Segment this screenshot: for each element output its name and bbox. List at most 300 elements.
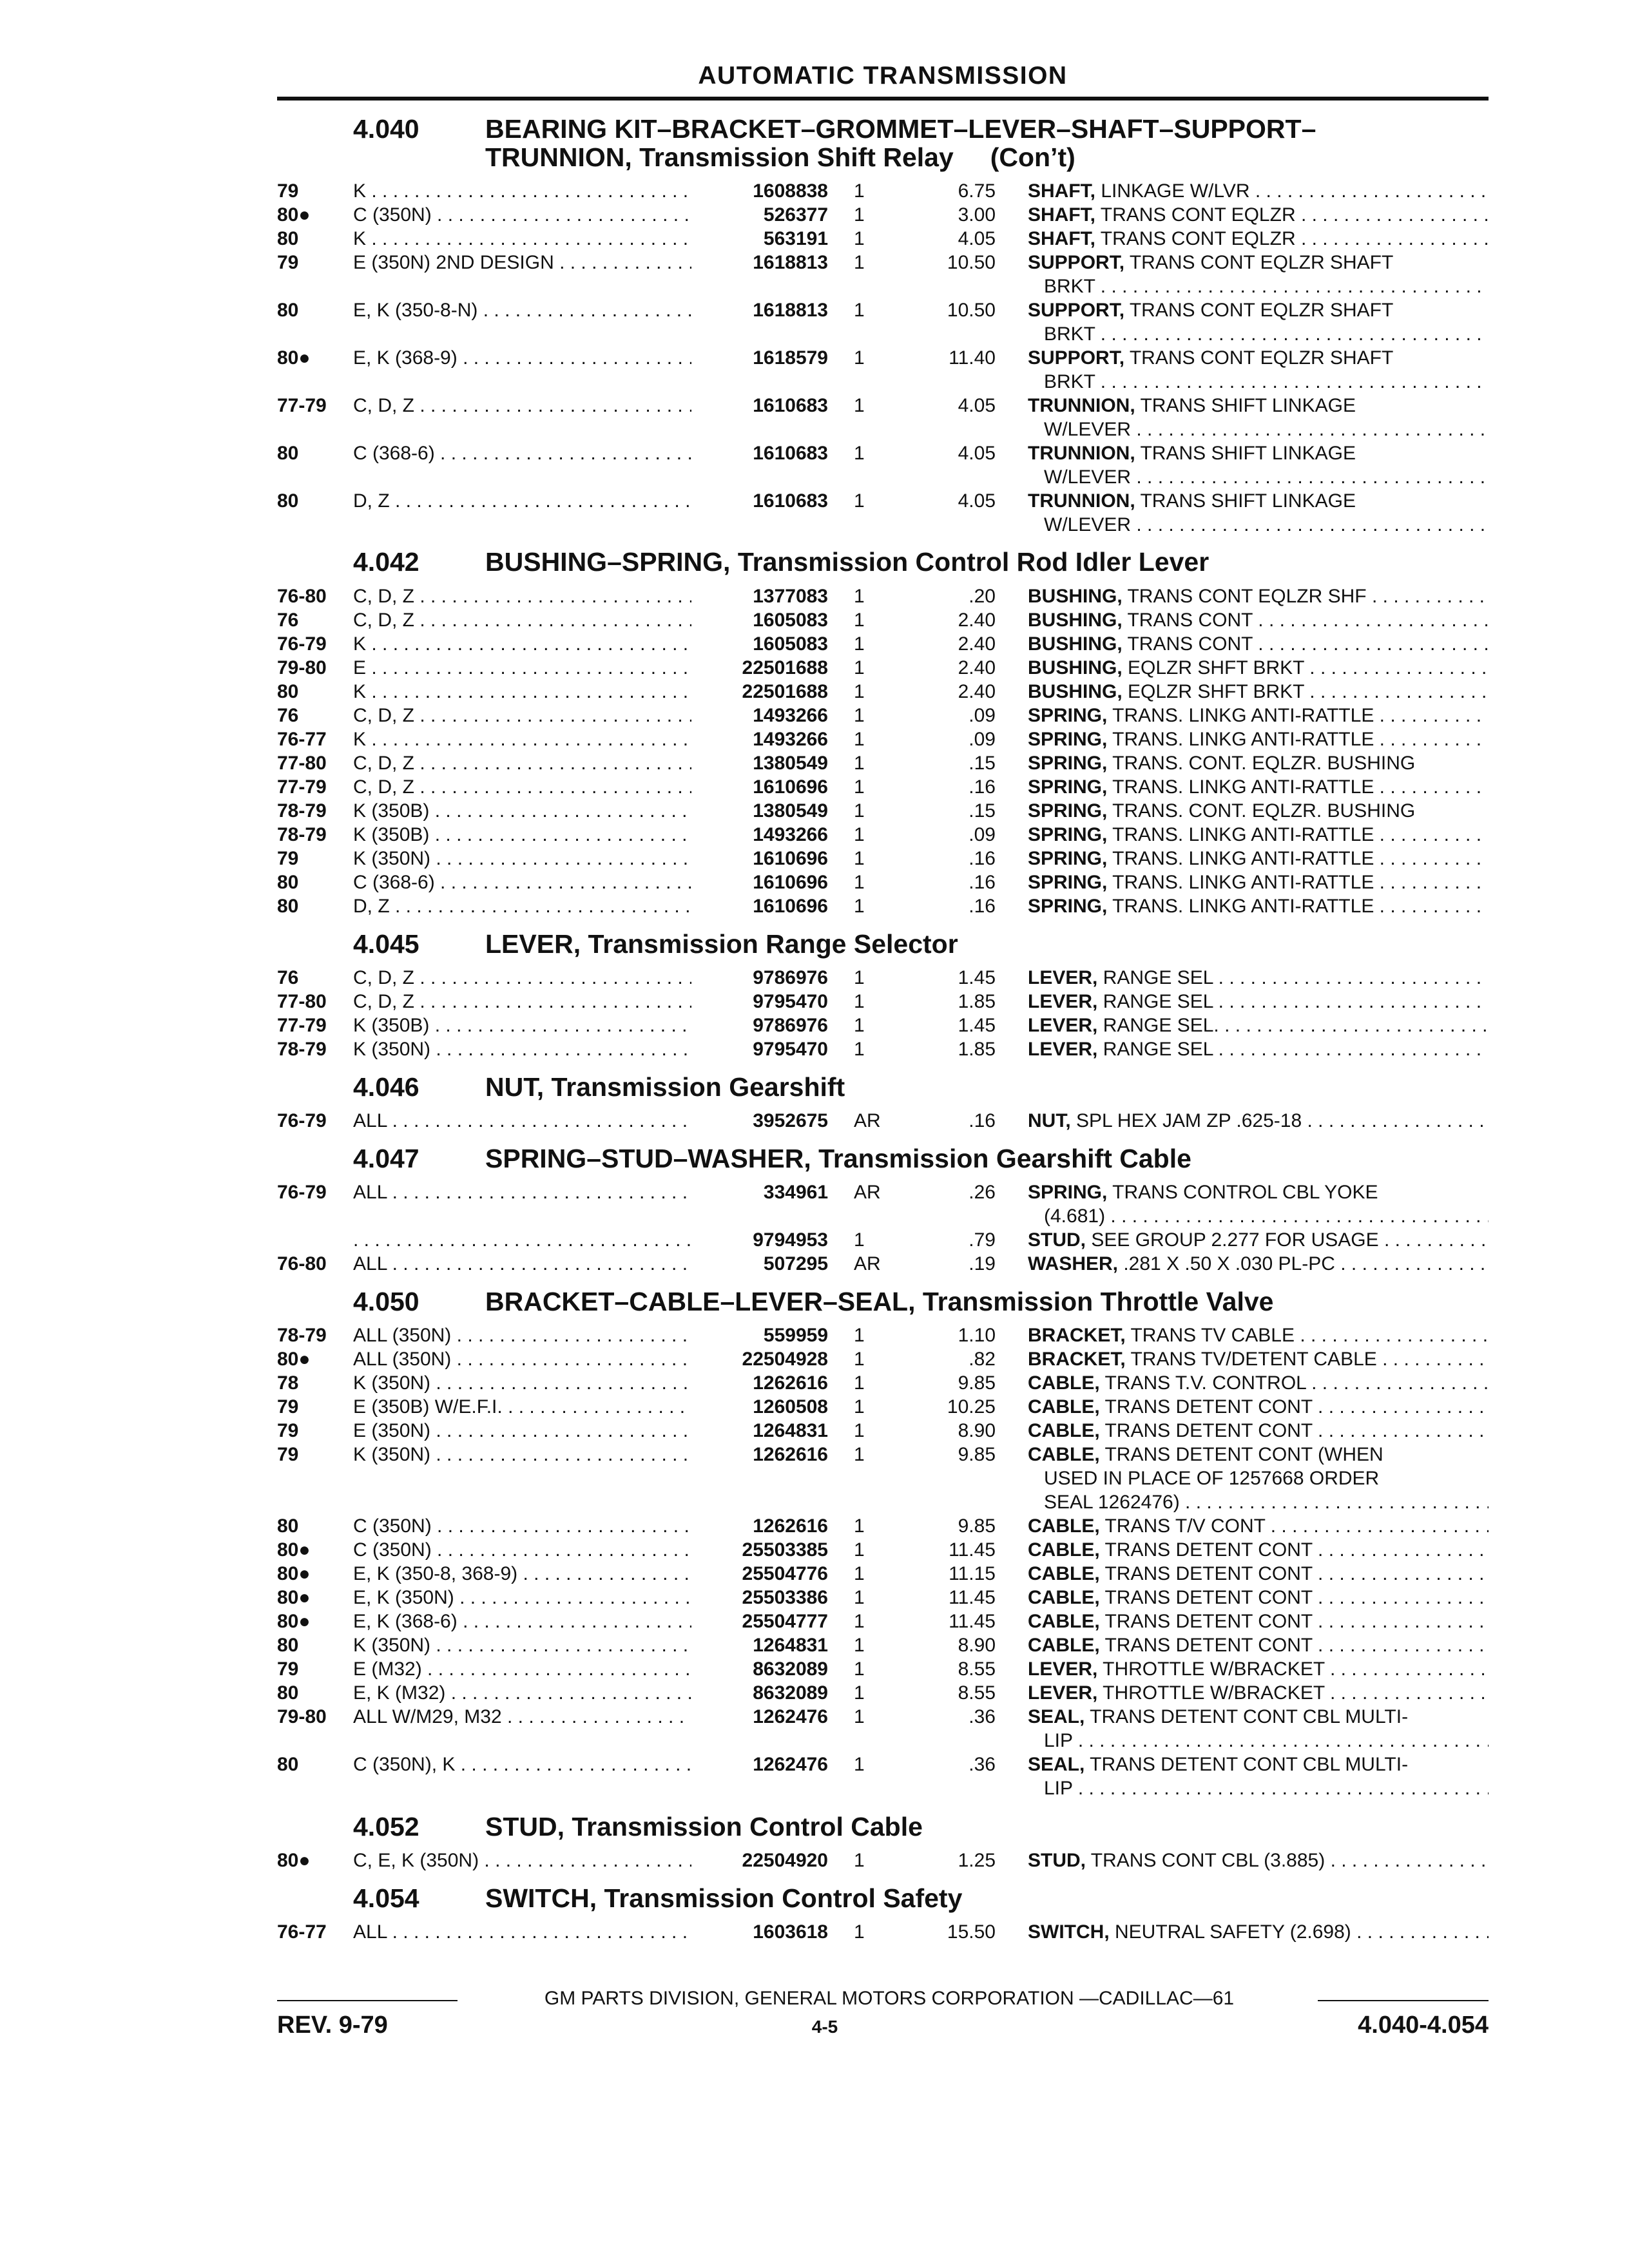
row-price: 8.90 — [958, 1635, 996, 1656]
row-price: 9.85 — [958, 1515, 996, 1537]
row-price: 8.55 — [958, 1658, 996, 1680]
row-application: E, K (350-8, 368-9) . . . — [353, 1562, 691, 1586]
row-application: ALL W/M29, M32 . . . — [353, 1705, 691, 1729]
row-application: C, D, Z . . . — [353, 608, 691, 632]
row-year: 76 — [277, 610, 299, 631]
row-part-number: 9795470 — [753, 991, 828, 1012]
row-application: C, D, Z . . . — [353, 751, 691, 775]
row-quantity: 1 — [854, 1039, 865, 1060]
row-quantity: 1 — [854, 872, 865, 893]
row-application: ALL (350N) . . . — [353, 1323, 691, 1347]
description-keyword: CABLE, — [1028, 1635, 1100, 1656]
row-price: 9.85 — [958, 1372, 996, 1394]
description-keyword: CABLE, — [1028, 1396, 1100, 1418]
description-keyword: SHAFT, — [1028, 228, 1095, 249]
row-part-number: 22504920 — [742, 1850, 828, 1871]
row-year: 76-79 — [277, 1110, 327, 1131]
row-description — [1028, 1443, 1489, 1466]
row-application: K . . . — [353, 727, 691, 751]
footer-rule-left — [277, 2000, 458, 2001]
row-part-number: 1493266 — [753, 824, 828, 845]
description-keyword: SPRING, — [1028, 1182, 1108, 1203]
row-description-continuation: USED IN PLACE OF 1257668 ORDER — [1044, 1468, 1380, 1489]
row-part-number: 1262476 — [753, 1754, 828, 1775]
description-text: SEE GROUP 2.277 FOR USAGE — [1086, 1229, 1379, 1251]
row-price: 4.05 — [958, 490, 996, 512]
description-text: TRANS DETENT CONT (WHEN — [1099, 1444, 1383, 1465]
row-application: ALL . . . — [353, 1180, 691, 1204]
row-quantity: 1 — [854, 1611, 865, 1632]
row-year: 78-79 — [277, 1325, 327, 1346]
row-year: 77-79 — [277, 1015, 327, 1036]
row-quantity: 1 — [854, 1420, 865, 1441]
row-year: 80 — [277, 681, 299, 702]
row-quantity: 1 — [854, 776, 865, 798]
row-quantity: 1 — [854, 657, 865, 678]
row-price: 15.50 — [947, 1921, 996, 1943]
row-application: ALL (350N) . . . — [353, 1347, 691, 1371]
description-text: TRANS CONT EQLZR SHAFT — [1124, 252, 1394, 273]
section-title: BRACKET–CABLE–LEVER–SEAL, Transmission Throttle Valve — [485, 1287, 1274, 1316]
description-text: .281 X .50 X .030 PL-PC — [1118, 1253, 1335, 1274]
row-application: K . . . — [353, 179, 691, 203]
description-keyword: SPRING, — [1028, 729, 1108, 750]
row-quantity: 1 — [854, 633, 865, 655]
row-quantity: 1 — [854, 347, 865, 369]
row-part-number: 1610683 — [753, 490, 828, 512]
row-year: 76-77 — [277, 729, 327, 750]
row-quantity: 1 — [854, 1015, 865, 1036]
row-application: K (350N) . . . — [353, 1633, 691, 1657]
row-year: 80 — [277, 1682, 299, 1704]
row-description — [1028, 251, 1489, 274]
row-quantity: 1 — [854, 1682, 865, 1704]
row-year: 78 — [277, 1372, 299, 1394]
row-part-number: 25503385 — [742, 1539, 828, 1561]
row-description-continuation: BRKT . . . — [1044, 274, 1489, 298]
row-description — [1028, 632, 1489, 656]
description-keyword: SHAFT, — [1028, 180, 1095, 202]
row-description — [1028, 775, 1489, 799]
description-text: TRANS. LINKG ANTI-RATTLE — [1107, 824, 1374, 845]
footer-section-range: 4.040-4.054 — [1358, 2012, 1489, 2039]
row-year: 77-79 — [277, 395, 327, 416]
section-number: 4.054 — [353, 1883, 419, 1913]
row-quantity: 1 — [854, 586, 865, 607]
row-description — [1028, 1633, 1489, 1657]
row-price: 8.90 — [958, 1420, 996, 1441]
row-price: .82 — [969, 1349, 996, 1370]
row-quantity: 1 — [854, 1444, 865, 1465]
row-description — [1028, 489, 1489, 513]
description-keyword: TRUNNION, — [1028, 395, 1135, 416]
row-quantity: 1 — [854, 1515, 865, 1537]
row-application: C (350N) . . . — [353, 1538, 691, 1562]
footer-publisher: GM PARTS DIVISION, GENERAL MOTORS CORPORATION —CADILLAC—61 — [544, 1988, 1235, 2009]
description-keyword: BUSHING, — [1028, 586, 1123, 607]
row-quantity: AR — [854, 1253, 881, 1274]
row-description — [1028, 179, 1489, 203]
row-description — [1028, 680, 1489, 704]
row-description — [1028, 1228, 1489, 1252]
row-description — [1028, 1347, 1489, 1371]
section-number: 4.045 — [353, 929, 419, 959]
row-description — [1028, 584, 1489, 608]
row-quantity: 1 — [854, 681, 865, 702]
row-year: 80 — [277, 443, 299, 464]
row-description — [1028, 608, 1489, 632]
row-description — [1028, 1657, 1489, 1681]
row-quantity: 1 — [854, 228, 865, 249]
row-quantity: 1 — [854, 896, 865, 917]
row-part-number: 22501688 — [742, 681, 828, 702]
row-application: K (350B) . . . — [353, 799, 691, 823]
row-part-number: 559959 — [763, 1325, 828, 1346]
row-part-number: 22501688 — [742, 657, 828, 678]
row-application — [353, 1228, 691, 1252]
row-price: 4.05 — [958, 443, 996, 464]
row-part-number: 9794953 — [753, 1229, 828, 1251]
row-price: .26 — [969, 1182, 996, 1203]
row-description — [1028, 1323, 1489, 1347]
row-price: .19 — [969, 1253, 996, 1274]
row-year: 80● — [277, 1587, 311, 1608]
row-application: K . . . — [353, 632, 691, 656]
row-application: C (350N) . . . — [353, 1514, 691, 1538]
row-description — [1028, 1562, 1489, 1586]
row-price: 2.40 — [958, 633, 996, 655]
description-text: TRANS CONT — [1122, 610, 1253, 631]
description-keyword: SPRING, — [1028, 753, 1108, 774]
description-text: RANGE SEL — [1097, 1039, 1213, 1060]
row-year: 80 — [277, 872, 299, 893]
description-keyword: CABLE, — [1028, 1420, 1100, 1441]
row-part-number: 1377083 — [753, 586, 828, 607]
row-price: .16 — [969, 1110, 996, 1131]
row-price: 1.85 — [958, 1039, 996, 1060]
row-description — [1028, 1920, 1489, 1944]
row-application: C, D, Z . . . — [353, 990, 691, 1014]
row-description — [1028, 823, 1489, 847]
section-number: 4.040 — [353, 114, 419, 144]
row-application: C, D, Z . . . — [353, 394, 691, 418]
row-application: ALL . . . — [353, 1109, 691, 1133]
row-part-number: 22504928 — [742, 1349, 828, 1370]
row-application: D, Z . . . — [353, 894, 691, 918]
row-quantity: 1 — [854, 204, 865, 226]
row-year: 80 — [277, 300, 299, 321]
row-application: E, K (368-9) . . . — [353, 346, 691, 370]
row-application: C (368-6) . . . — [353, 441, 691, 465]
section-title: BUSHING–SPRING, Transmission Control Rod Idler Lever — [485, 547, 1210, 577]
description-text: TRANS T/V CONT — [1099, 1515, 1266, 1537]
row-part-number: 1618813 — [753, 300, 828, 321]
row-quantity: AR — [854, 1110, 881, 1131]
row-part-number: 25504776 — [742, 1563, 828, 1584]
row-price: 1.85 — [958, 991, 996, 1012]
row-application: C (350N), K . . . — [353, 1753, 691, 1776]
row-quantity: 1 — [854, 300, 865, 321]
row-quantity: 1 — [854, 824, 865, 845]
row-price: .15 — [969, 753, 996, 774]
row-part-number: 9786976 — [753, 1015, 828, 1036]
section-heading — [353, 1144, 1191, 1173]
row-year: 79 — [277, 1444, 299, 1465]
row-part-number: 1262476 — [753, 1706, 828, 1727]
row-price: 10.50 — [947, 300, 996, 321]
description-keyword: SPRING, — [1028, 824, 1108, 845]
row-quantity: 1 — [854, 800, 865, 822]
row-quantity: 1 — [854, 490, 865, 512]
section-number: 4.047 — [353, 1144, 419, 1173]
row-price: 9.85 — [958, 1444, 996, 1465]
row-part-number: 1262616 — [753, 1372, 828, 1394]
row-price: .15 — [969, 800, 996, 822]
footer-revision: REV. 9-79 — [277, 2012, 388, 2039]
row-description — [1028, 727, 1489, 751]
row-year: 76 — [277, 967, 299, 988]
description-text: TRANS CONT EQLZR SHAFT — [1124, 347, 1394, 369]
description-text: TRANS. LINKG ANTI-RATTLE — [1107, 776, 1374, 798]
row-year: 80● — [277, 1349, 311, 1370]
description-keyword: SUPPORT, — [1028, 252, 1125, 273]
description-keyword: CABLE, — [1028, 1539, 1100, 1561]
row-price: 4.05 — [958, 228, 996, 249]
section-heading — [353, 115, 1316, 171]
row-year: 79 — [277, 252, 299, 273]
row-year: 76-77 — [277, 1921, 327, 1943]
row-description — [1028, 1849, 1489, 1872]
row-year: 80● — [277, 1850, 311, 1871]
row-quantity: 1 — [854, 1563, 865, 1584]
section-heading — [353, 1812, 923, 1841]
description-keyword: SPRING, — [1028, 872, 1108, 893]
row-year: 80 — [277, 896, 299, 917]
row-description — [1028, 751, 1489, 775]
description-text: TRANS. LINKG ANTI-RATTLE — [1107, 896, 1374, 917]
description-keyword: CABLE, — [1028, 1515, 1100, 1537]
row-description — [1028, 1037, 1489, 1061]
section-title: SWITCH, Transmission Control Safety — [485, 1883, 963, 1913]
section-title: NUT, Transmission Gearshift — [485, 1072, 845, 1102]
description-keyword: SEAL, — [1028, 1706, 1085, 1727]
description-text: LINKAGE W/LVR — [1095, 180, 1250, 202]
row-price: .09 — [969, 705, 996, 726]
description-text: TRANS DETENT CONT CBL MULTI- — [1084, 1754, 1409, 1775]
row-price: 2.40 — [958, 681, 996, 702]
row-description-continuation: SEAL 1262476) . . . — [1044, 1490, 1489, 1514]
description-text: TRANS CONT CBL (3.885) — [1086, 1850, 1325, 1871]
row-part-number: 1610683 — [753, 443, 828, 464]
row-quantity: 1 — [854, 1229, 865, 1251]
row-year: 78-79 — [277, 824, 327, 845]
row-description — [1028, 1586, 1489, 1610]
row-application: E . . . — [353, 656, 691, 680]
row-part-number: 9795470 — [753, 1039, 828, 1060]
row-part-number: 1260508 — [753, 1396, 828, 1418]
description-text: TRANS T.V. CONTROL — [1099, 1372, 1306, 1394]
row-description — [1028, 1180, 1489, 1204]
row-description — [1028, 441, 1489, 465]
row-price: 10.25 — [947, 1396, 996, 1418]
row-description — [1028, 799, 1489, 823]
row-year: 77-79 — [277, 776, 327, 798]
description-text: TRANS DETENT CONT — [1099, 1420, 1313, 1441]
row-quantity: 1 — [854, 967, 865, 988]
description-keyword: BUSHING, — [1028, 681, 1123, 702]
row-year: 80● — [277, 204, 311, 226]
row-price: 10.50 — [947, 252, 996, 273]
row-quantity: 1 — [854, 252, 865, 273]
row-price: 11.45 — [949, 1611, 996, 1632]
description-text: TRANS DETENT CONT — [1099, 1563, 1313, 1584]
row-price: .20 — [969, 586, 996, 607]
row-price: .16 — [969, 776, 996, 798]
row-quantity: 1 — [854, 1706, 865, 1727]
description-text: TRANS SHIFT LINKAGE — [1135, 490, 1356, 512]
description-text: TRANS. LINKG ANTI-RATTLE — [1107, 872, 1374, 893]
footer-page-number: 4-5 — [811, 2017, 838, 2037]
description-keyword: WASHER, — [1028, 1253, 1119, 1274]
row-year: 76 — [277, 705, 299, 726]
row-description — [1028, 990, 1489, 1014]
description-keyword: SWITCH, — [1028, 1921, 1110, 1943]
row-application: E, K (350-8-N) . . . — [353, 298, 691, 322]
row-year: 80 — [277, 228, 299, 249]
row-application: E, K (M32) . . . — [353, 1681, 691, 1705]
row-year: 80 — [277, 1754, 299, 1775]
description-text: TRANS. CONT. EQLZR. BUSHING — [1107, 753, 1416, 774]
row-year: 76-79 — [277, 1182, 327, 1203]
description-keyword: TRUNNION, — [1028, 490, 1135, 512]
row-part-number: 1618813 — [753, 252, 828, 273]
header-rule — [277, 97, 1489, 101]
row-price: 1.45 — [958, 1015, 996, 1036]
row-application: C, D, Z . . . — [353, 966, 691, 990]
row-description — [1028, 298, 1489, 322]
row-application: D, Z . . . — [353, 489, 691, 513]
description-keyword: SEAL, — [1028, 1754, 1085, 1775]
description-keyword: NUT, — [1028, 1110, 1071, 1131]
row-year: 80 — [277, 1515, 299, 1537]
description-keyword: SPRING, — [1028, 705, 1108, 726]
row-application: E (350N) 2ND DESIGN . . . — [353, 251, 691, 274]
row-quantity: 1 — [854, 1921, 865, 1943]
row-application: K (350N) . . . — [353, 1443, 691, 1466]
section-number: 4.050 — [353, 1287, 419, 1316]
row-description-continuation: W/LEVER . . . — [1044, 418, 1489, 441]
description-text: TRANS DETENT CONT — [1099, 1587, 1313, 1608]
section-title: BEARING KIT–BRACKET–GROMMET–LEVER–SHAFT–SUPPORT– TRUNNION, Transmission Shift Relay (Con’t) — [485, 114, 1316, 172]
row-part-number: 25503386 — [742, 1587, 828, 1608]
description-keyword: BUSHING, — [1028, 657, 1123, 678]
footer-rule-right — [1318, 2000, 1489, 2001]
row-quantity: 1 — [854, 1658, 865, 1680]
row-application: E, K (368-6) . . . — [353, 1610, 691, 1633]
row-part-number: 1618579 — [753, 347, 828, 369]
description-text: NEUTRAL SAFETY (2.698) — [1109, 1921, 1351, 1943]
row-quantity: 1 — [854, 1754, 865, 1775]
row-quantity: 1 — [854, 729, 865, 750]
description-keyword: LEVER, — [1028, 1039, 1098, 1060]
row-year: 79-80 — [277, 1706, 327, 1727]
description-text: TRANS. LINKG ANTI-RATTLE — [1107, 705, 1374, 726]
row-part-number: 1493266 — [753, 705, 828, 726]
row-application: C, E, K (350N) . . . — [353, 1849, 691, 1872]
description-keyword: BRACKET, — [1028, 1325, 1126, 1346]
section-heading — [353, 548, 1209, 576]
row-part-number: 507295 — [763, 1253, 828, 1274]
row-part-number: 1603618 — [753, 1921, 828, 1943]
row-quantity: 1 — [854, 1850, 865, 1871]
row-quantity: 1 — [854, 1539, 865, 1561]
row-description — [1028, 1753, 1489, 1776]
row-quantity: 1 — [854, 705, 865, 726]
row-application: E (350B) W/E.F.I. . . . — [353, 1395, 691, 1419]
description-keyword: CABLE, — [1028, 1611, 1100, 1632]
row-description — [1028, 1705, 1489, 1729]
section-number: 4.042 — [353, 547, 419, 577]
row-part-number: 526377 — [763, 204, 828, 226]
row-part-number: 1380549 — [753, 753, 828, 774]
description-text: RANGE SEL. — [1097, 1015, 1219, 1036]
row-quantity: 1 — [854, 395, 865, 416]
description-keyword: STUD, — [1028, 1229, 1086, 1251]
row-year: 77-80 — [277, 753, 327, 774]
description-text: TRANS CONT EQLZR — [1095, 228, 1296, 249]
row-quantity: 1 — [854, 1325, 865, 1346]
description-text: SPL HEX JAM ZP .625-18 — [1070, 1110, 1302, 1131]
row-part-number: 1605083 — [753, 633, 828, 655]
row-description-continuation: W/LEVER . . . — [1044, 465, 1489, 489]
row-year: 79 — [277, 1396, 299, 1418]
description-keyword: CABLE, — [1028, 1372, 1100, 1394]
description-keyword: TRUNNION, — [1028, 443, 1135, 464]
row-price: .09 — [969, 824, 996, 845]
row-quantity: 1 — [854, 1635, 865, 1656]
row-part-number: 334961 — [763, 1182, 828, 1203]
row-description-continuation: LIP . . . — [1044, 1776, 1489, 1800]
description-text: TRANS TV CABLE — [1125, 1325, 1295, 1346]
row-part-number: 1380549 — [753, 800, 828, 822]
row-year: 80● — [277, 1611, 311, 1632]
row-year: 76-80 — [277, 586, 327, 607]
row-part-number: 8632089 — [753, 1682, 828, 1704]
row-description — [1028, 966, 1489, 990]
row-part-number: 1608838 — [753, 180, 828, 202]
row-application: C (350N) . . . — [353, 203, 691, 227]
row-year: 76-79 — [277, 633, 327, 655]
description-text: TRANS CONTROL CBL YOKE — [1107, 1182, 1378, 1203]
section-title: STUD, Transmission Control Cable — [485, 1812, 923, 1841]
description-text: TRANS DETENT CONT — [1099, 1539, 1313, 1561]
description-text: THROTTLE W/BRACKET — [1097, 1658, 1325, 1680]
row-price: 11.45 — [949, 1587, 996, 1608]
description-keyword: STUD, — [1028, 1850, 1086, 1871]
row-year: 80 — [277, 1635, 299, 1656]
row-description-continuation: LIP . . . — [1044, 1729, 1489, 1753]
row-year: 80● — [277, 347, 311, 369]
description-text: TRANS. CONT. EQLZR. BUSHING — [1107, 800, 1416, 822]
description-text: TRANS. LINKG ANTI-RATTLE — [1107, 848, 1374, 869]
row-description — [1028, 1252, 1489, 1276]
description-keyword: SPRING, — [1028, 848, 1108, 869]
row-description — [1028, 704, 1489, 727]
row-year: 78-79 — [277, 800, 327, 822]
row-description — [1028, 227, 1489, 251]
row-description — [1028, 847, 1489, 870]
description-text: RANGE SEL — [1097, 991, 1213, 1012]
